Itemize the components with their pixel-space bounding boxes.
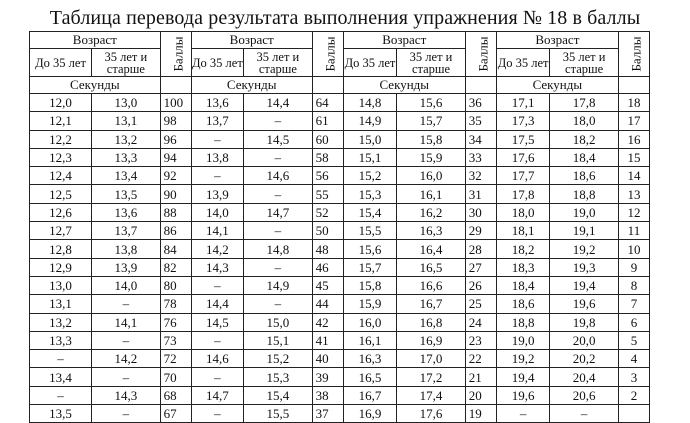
points-header-label: Баллы bbox=[322, 36, 338, 72]
cell-under35: 15,1 bbox=[343, 148, 397, 166]
cell-under35: 15,9 bbox=[343, 295, 397, 313]
cell-under35: 14,8 bbox=[343, 94, 397, 112]
cell-points: 10 bbox=[618, 240, 649, 258]
cell-points: 6 bbox=[618, 313, 649, 331]
cell-points: 44 bbox=[312, 295, 343, 313]
cell-points: 7 bbox=[618, 295, 649, 313]
cell-over35: 15,5 bbox=[244, 405, 313, 423]
cell-over35: 16,8 bbox=[397, 313, 466, 331]
cell-points: 42 bbox=[312, 313, 343, 331]
cell-points: 70 bbox=[160, 368, 191, 386]
table-row bbox=[30, 295, 650, 313]
cell-points: 8 bbox=[618, 276, 649, 294]
table-row bbox=[30, 386, 650, 404]
cell-over35: 16,1 bbox=[397, 185, 466, 203]
cell-under35: 18,8 bbox=[496, 313, 550, 331]
cell-over35: 19,8 bbox=[550, 313, 619, 331]
cell-over35: – bbox=[92, 295, 161, 313]
table-row bbox=[30, 222, 650, 240]
cell-points: 13 bbox=[618, 185, 649, 203]
cell-points: 41 bbox=[312, 331, 343, 349]
under-35-header: До 35 лет bbox=[496, 49, 550, 77]
points-spacer bbox=[312, 77, 343, 94]
cell-over35: 14,8 bbox=[244, 240, 313, 258]
cell-over35: 15,9 bbox=[397, 148, 466, 166]
cell-points: 25 bbox=[465, 295, 496, 313]
cell-under35: 14,0 bbox=[191, 203, 243, 221]
cell-over35: 17,4 bbox=[397, 386, 466, 404]
cell-points: 68 bbox=[160, 386, 191, 404]
cell-under35: 14,4 bbox=[191, 295, 243, 313]
cell-points: 32 bbox=[465, 167, 496, 185]
cell-points: 12 bbox=[618, 203, 649, 221]
cell-over35: 16,6 bbox=[397, 276, 466, 294]
cell-under35: 13,9 bbox=[191, 185, 243, 203]
cell-points: 29 bbox=[465, 222, 496, 240]
cell-over35: 13,2 bbox=[92, 130, 161, 148]
cell-under35: 18,0 bbox=[496, 203, 550, 221]
cell-over35: 20,6 bbox=[550, 386, 619, 404]
table-row bbox=[30, 240, 650, 258]
cell-over35: 13,1 bbox=[92, 112, 161, 130]
cell-under35: 12,3 bbox=[30, 148, 92, 166]
cell-over35: 15,7 bbox=[397, 112, 466, 130]
header-row-age bbox=[30, 32, 650, 49]
cell-points: 9 bbox=[618, 258, 649, 276]
over-35-header: 35 лет и старше bbox=[92, 49, 161, 77]
cell-over35: 15,1 bbox=[244, 331, 313, 349]
cell-points: 61 bbox=[312, 112, 343, 130]
cell-under35: 15,3 bbox=[343, 185, 397, 203]
cell-over35: – bbox=[244, 185, 313, 203]
cell-under35: 15,2 bbox=[343, 167, 397, 185]
cell-over35: – bbox=[244, 295, 313, 313]
table-row bbox=[30, 258, 650, 276]
cell-points: 30 bbox=[465, 203, 496, 221]
cell-points: 73 bbox=[160, 331, 191, 349]
age-header: Возраст bbox=[30, 32, 161, 49]
points-header bbox=[465, 32, 496, 77]
cell-over35: 19,3 bbox=[550, 258, 619, 276]
cell-over35: 14,0 bbox=[92, 276, 161, 294]
cell-points: 45 bbox=[312, 276, 343, 294]
cell-under35: 16,9 bbox=[343, 405, 397, 423]
cell-points: 31 bbox=[465, 185, 496, 203]
cell-over35: 14,7 bbox=[244, 203, 313, 221]
cell-points: 18 bbox=[618, 94, 649, 112]
cell-over35: 13,4 bbox=[92, 167, 161, 185]
cell-under35: 16,5 bbox=[343, 368, 397, 386]
cell-points: 11 bbox=[618, 222, 649, 240]
seconds-header: Секунды bbox=[496, 77, 618, 94]
cell-under35: 12,5 bbox=[30, 185, 92, 203]
cell-over35: 19,2 bbox=[550, 240, 619, 258]
cell-under35: 15,5 bbox=[343, 222, 397, 240]
cell-points: 48 bbox=[312, 240, 343, 258]
cell-under35: – bbox=[30, 386, 92, 404]
cell-points: 84 bbox=[160, 240, 191, 258]
cell-under35: 15,0 bbox=[343, 130, 397, 148]
cell-under35: 17,5 bbox=[496, 130, 550, 148]
points-header bbox=[160, 32, 191, 77]
cell-under35: 13,3 bbox=[30, 331, 92, 349]
cell-points: 56 bbox=[312, 167, 343, 185]
cell-over35: 19,0 bbox=[550, 203, 619, 221]
cell-under35: 12,1 bbox=[30, 112, 92, 130]
cell-under35: 12,2 bbox=[30, 130, 92, 148]
cell-over35: – bbox=[92, 405, 161, 423]
cell-over35: 18,0 bbox=[550, 112, 619, 130]
points-spacer bbox=[160, 77, 191, 94]
cell-points: 39 bbox=[312, 368, 343, 386]
under-35-header: До 35 лет bbox=[191, 49, 243, 77]
cell-points: 98 bbox=[160, 112, 191, 130]
cell-points: 27 bbox=[465, 258, 496, 276]
cell-under35: 16,0 bbox=[343, 313, 397, 331]
cell-under35: 19,2 bbox=[496, 350, 550, 368]
cell-over35: 14,3 bbox=[92, 386, 161, 404]
table-row bbox=[30, 148, 650, 166]
cell-under35: – bbox=[191, 405, 243, 423]
cell-points: 50 bbox=[312, 222, 343, 240]
cell-points: 96 bbox=[160, 130, 191, 148]
cell-under35: 18,1 bbox=[496, 222, 550, 240]
seconds-header: Секунды bbox=[30, 77, 161, 94]
cell-over35: 17,2 bbox=[397, 368, 466, 386]
cell-over35: 18,6 bbox=[550, 167, 619, 185]
cell-under35: 17,8 bbox=[496, 185, 550, 203]
cell-under35: – bbox=[191, 276, 243, 294]
cell-points: 28 bbox=[465, 240, 496, 258]
cell-points: 15 bbox=[618, 148, 649, 166]
table-row bbox=[30, 368, 650, 386]
age-header: Возраст bbox=[343, 32, 465, 49]
table-row bbox=[30, 203, 650, 221]
cell-points: 16 bbox=[618, 130, 649, 148]
cell-under35: 13,2 bbox=[30, 313, 92, 331]
cell-under35: 13,8 bbox=[191, 148, 243, 166]
table-row bbox=[30, 313, 650, 331]
cell-under35: 19,0 bbox=[496, 331, 550, 349]
cell-over35: 16,2 bbox=[397, 203, 466, 221]
cell-over35: 14,1 bbox=[92, 313, 161, 331]
cell-under35: 13,1 bbox=[30, 295, 92, 313]
cell-points: 88 bbox=[160, 203, 191, 221]
table-row bbox=[30, 331, 650, 349]
header-row-seconds bbox=[30, 77, 650, 94]
cell-under35: 16,1 bbox=[343, 331, 397, 349]
cell-under35: 12,9 bbox=[30, 258, 92, 276]
cell-points: 60 bbox=[312, 130, 343, 148]
cell-over35: 19,1 bbox=[550, 222, 619, 240]
under-35-header: До 35 лет bbox=[30, 49, 92, 77]
cell-under35: 12,8 bbox=[30, 240, 92, 258]
cell-over35: 18,4 bbox=[550, 148, 619, 166]
points-header bbox=[312, 32, 343, 77]
cell-points: 90 bbox=[160, 185, 191, 203]
cell-points: 5 bbox=[618, 331, 649, 349]
table-body bbox=[30, 32, 650, 423]
cell-over35: 16,4 bbox=[397, 240, 466, 258]
cell-points: 72 bbox=[160, 350, 191, 368]
cell-points: 76 bbox=[160, 313, 191, 331]
cell-over35: 13,8 bbox=[92, 240, 161, 258]
cell-points: 46 bbox=[312, 258, 343, 276]
cell-over35: 19,4 bbox=[550, 276, 619, 294]
cell-under35: 13,4 bbox=[30, 368, 92, 386]
cell-under35: 17,6 bbox=[496, 148, 550, 166]
cell-over35: 16,7 bbox=[397, 295, 466, 313]
cell-over35: – bbox=[244, 258, 313, 276]
cell-under35: 16,7 bbox=[343, 386, 397, 404]
age-header: Возраст bbox=[496, 32, 618, 49]
cell-over35: 16,9 bbox=[397, 331, 466, 349]
cell-points: 36 bbox=[465, 94, 496, 112]
cell-points: 55 bbox=[312, 185, 343, 203]
cell-under35: 18,3 bbox=[496, 258, 550, 276]
cell-over35: 13,9 bbox=[92, 258, 161, 276]
points-header bbox=[618, 32, 649, 77]
cell-over35: – bbox=[244, 148, 313, 166]
cell-points: 34 bbox=[465, 130, 496, 148]
over-35-header: 35 лет и старше bbox=[244, 49, 313, 77]
cell-over35: 13,0 bbox=[92, 94, 161, 112]
cell-under35: 13,6 bbox=[191, 94, 243, 112]
cell-over35: 15,8 bbox=[397, 130, 466, 148]
points-spacer bbox=[465, 77, 496, 94]
cell-under35: 14,9 bbox=[343, 112, 397, 130]
cell-over35: 17,0 bbox=[397, 350, 466, 368]
cell-under35: 14,6 bbox=[191, 350, 243, 368]
cell-under35: 17,7 bbox=[496, 167, 550, 185]
cell-under35: 14,1 bbox=[191, 222, 243, 240]
cell-points: 22 bbox=[465, 350, 496, 368]
cell-over35: 14,4 bbox=[244, 94, 313, 112]
cell-over35: 20,4 bbox=[550, 368, 619, 386]
points-header-label: Баллы bbox=[475, 36, 491, 72]
cell-under35: – bbox=[30, 350, 92, 368]
cell-under35: – bbox=[191, 130, 243, 148]
under-35-header: До 35 лет bbox=[343, 49, 397, 77]
cell-points: 92 bbox=[160, 167, 191, 185]
conversion-table bbox=[29, 31, 650, 423]
cell-under35: 16,3 bbox=[343, 350, 397, 368]
cell-under35: 13,0 bbox=[30, 276, 92, 294]
cell-under35: 12,7 bbox=[30, 222, 92, 240]
cell-under35: 15,8 bbox=[343, 276, 397, 294]
cell-under35: 12,6 bbox=[30, 203, 92, 221]
cell-points: 64 bbox=[312, 94, 343, 112]
cell-under35: 14,5 bbox=[191, 313, 243, 331]
age-header: Возраст bbox=[191, 32, 312, 49]
cell-over35: 17,6 bbox=[397, 405, 466, 423]
seconds-header: Секунды bbox=[343, 77, 465, 94]
cell-points: 4 bbox=[618, 350, 649, 368]
cell-under35: 12,0 bbox=[30, 94, 92, 112]
cell-over35: 15,2 bbox=[244, 350, 313, 368]
cell-points bbox=[618, 405, 649, 423]
cell-points: 78 bbox=[160, 295, 191, 313]
cell-over35: 20,2 bbox=[550, 350, 619, 368]
cell-over35: 15,6 bbox=[397, 94, 466, 112]
cell-points: 19 bbox=[465, 405, 496, 423]
cell-points: 38 bbox=[312, 386, 343, 404]
cell-under35: 15,4 bbox=[343, 203, 397, 221]
cell-points: 35 bbox=[465, 112, 496, 130]
points-header-label: Баллы bbox=[170, 36, 186, 72]
points-header-label: Баллы bbox=[628, 36, 644, 72]
cell-over35: 14,2 bbox=[92, 350, 161, 368]
cell-over35: – bbox=[244, 112, 313, 130]
cell-under35: – bbox=[496, 405, 550, 423]
cell-points: 52 bbox=[312, 203, 343, 221]
cell-under35: – bbox=[191, 331, 243, 349]
cell-points: 23 bbox=[465, 331, 496, 349]
cell-points: 67 bbox=[160, 405, 191, 423]
table-row bbox=[30, 112, 650, 130]
cell-over35: – bbox=[550, 405, 619, 423]
table-row bbox=[30, 185, 650, 203]
cell-over35: 14,6 bbox=[244, 167, 313, 185]
cell-under35: 15,7 bbox=[343, 258, 397, 276]
cell-under35: 19,6 bbox=[496, 386, 550, 404]
cell-points: 86 bbox=[160, 222, 191, 240]
cell-over35: – bbox=[244, 222, 313, 240]
cell-points: 94 bbox=[160, 148, 191, 166]
cell-over35: 13,5 bbox=[92, 185, 161, 203]
cell-points: 21 bbox=[465, 368, 496, 386]
cell-over35: 15,0 bbox=[244, 313, 313, 331]
cell-over35: 14,5 bbox=[244, 130, 313, 148]
cell-over35: 20,0 bbox=[550, 331, 619, 349]
cell-points: 100 bbox=[160, 94, 191, 112]
cell-under35: 12,4 bbox=[30, 167, 92, 185]
cell-over35: – bbox=[92, 331, 161, 349]
cell-over35: 19,6 bbox=[550, 295, 619, 313]
cell-under35: 18,2 bbox=[496, 240, 550, 258]
over-35-header: 35 лет и старше bbox=[550, 49, 619, 77]
cell-over35: 18,2 bbox=[550, 130, 619, 148]
cell-points: 17 bbox=[618, 112, 649, 130]
cell-under35: 15,6 bbox=[343, 240, 397, 258]
cell-over35: 14,9 bbox=[244, 276, 313, 294]
table-row bbox=[30, 350, 650, 368]
cell-under35: 19,4 bbox=[496, 368, 550, 386]
cell-over35: 15,3 bbox=[244, 368, 313, 386]
cell-points: 26 bbox=[465, 276, 496, 294]
cell-under35: 18,4 bbox=[496, 276, 550, 294]
cell-points: 3 bbox=[618, 368, 649, 386]
cell-points: 40 bbox=[312, 350, 343, 368]
cell-points: 20 bbox=[465, 386, 496, 404]
cell-under35: 18,6 bbox=[496, 295, 550, 313]
cell-over35: 15,4 bbox=[244, 386, 313, 404]
cell-under35: 17,1 bbox=[496, 94, 550, 112]
cell-over35: 13,7 bbox=[92, 222, 161, 240]
cell-under35: 13,5 bbox=[30, 405, 92, 423]
cell-over35: 18,8 bbox=[550, 185, 619, 203]
seconds-header: Секунды bbox=[191, 77, 312, 94]
cell-points: 37 bbox=[312, 405, 343, 423]
table-row bbox=[30, 167, 650, 185]
cell-over35: 13,6 bbox=[92, 203, 161, 221]
cell-under35: 17,3 bbox=[496, 112, 550, 130]
cell-points: 82 bbox=[160, 258, 191, 276]
cell-points: 58 bbox=[312, 148, 343, 166]
cell-under35: – bbox=[191, 167, 243, 185]
cell-over35: 17,8 bbox=[550, 94, 619, 112]
table-row bbox=[30, 405, 650, 423]
cell-points: 80 bbox=[160, 276, 191, 294]
cell-points: 14 bbox=[618, 167, 649, 185]
cell-under35: 14,7 bbox=[191, 386, 243, 404]
cell-over35: – bbox=[92, 368, 161, 386]
cell-over35: 16,5 bbox=[397, 258, 466, 276]
points-spacer bbox=[618, 77, 649, 94]
cell-over35: 16,0 bbox=[397, 167, 466, 185]
cell-under35: 14,3 bbox=[191, 258, 243, 276]
table-row bbox=[30, 276, 650, 294]
cell-points: 2 bbox=[618, 386, 649, 404]
table-row bbox=[30, 94, 650, 112]
cell-over35: 13,3 bbox=[92, 148, 161, 166]
cell-under35: – bbox=[191, 368, 243, 386]
cell-under35: 14,2 bbox=[191, 240, 243, 258]
table-row bbox=[30, 130, 650, 148]
cell-points: 33 bbox=[465, 148, 496, 166]
cell-points: 24 bbox=[465, 313, 496, 331]
table-title: Таблица перевода результата выполнения упражнения № 18 в баллы bbox=[49, 7, 641, 29]
cell-under35: 13,7 bbox=[191, 112, 243, 130]
cell-over35: 16,3 bbox=[397, 222, 466, 240]
over-35-header: 35 лет и старше bbox=[397, 49, 466, 77]
